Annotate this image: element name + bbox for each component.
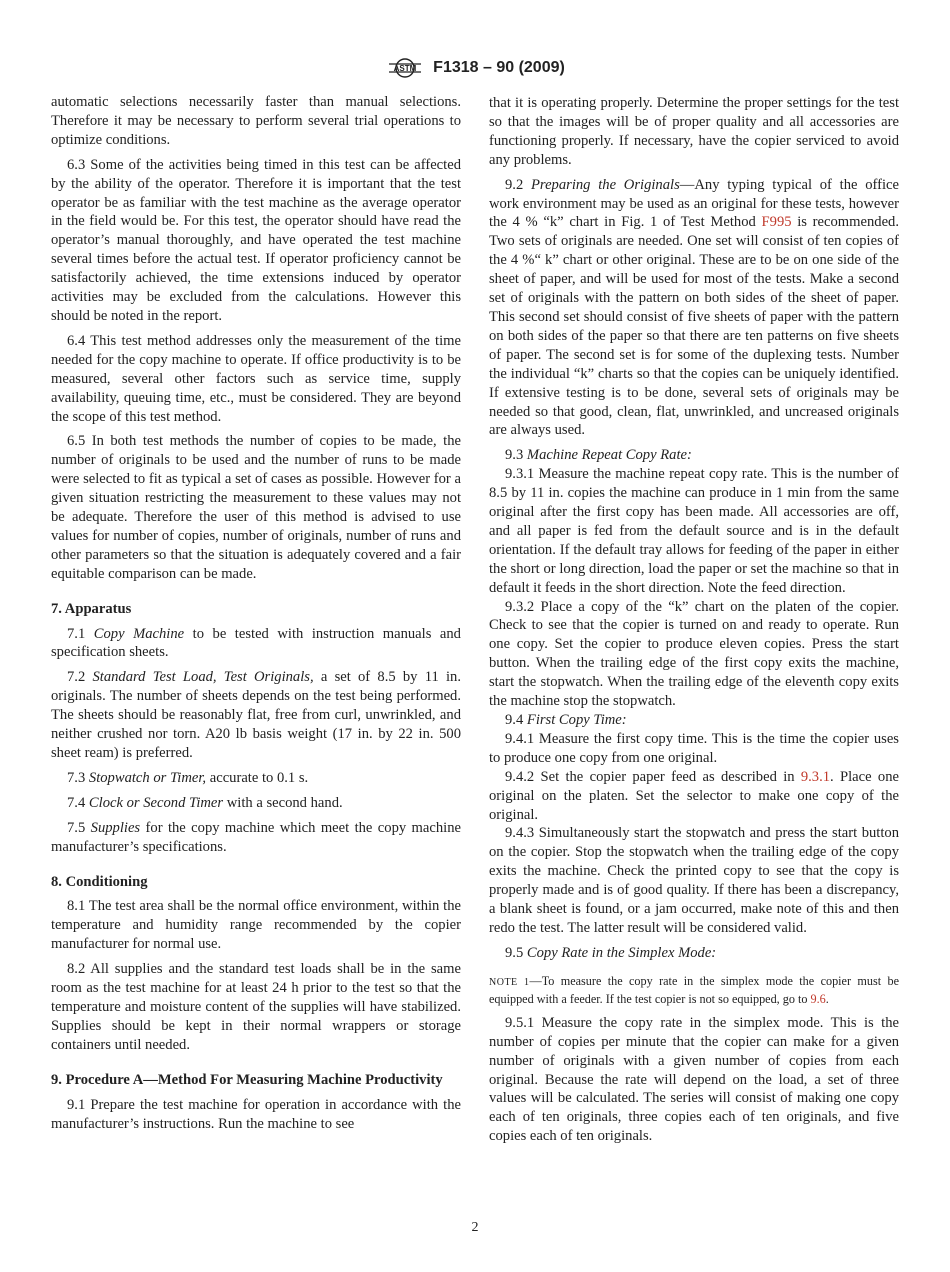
section-8-1: 8.1 The test area shall be the normal office environment, within the temperature and humidity range recommended by the copier manufacturer for normal use. — [51, 898, 461, 953]
link-9-3-1[interactable]: 9.3.1 — [800, 768, 831, 785]
section-9-4-2: 9.4.2 Set the copier paper feed as described in 9.3.1. Place one original on the platen. Set the selector to make one copy of the original. — [489, 768, 899, 823]
paragraph-continuation: that it is operating properly. Determine the proper settings for the test so that the images will be of proper quality and all accessories are functioning properly. If necessary, have the copier serviced to avoid any problems. — [489, 95, 899, 168]
section-7-3: 7.3 Stopwatch or Timer, accurate to 0.1 s. — [67, 769, 309, 786]
heading-conditioning: 8. Conditioning — [51, 873, 148, 890]
paragraph-continuation: automatic selections necessarily faster than manual selections. Therefore it may be necessary to perform several trial operations to optimize conditions. — [51, 94, 461, 148]
section-9-3: 9.3 Machine Repeat Copy Rate: — [505, 447, 692, 464]
section-6-3: 6.3 Some of the activities being timed in this test can be affected by the ability of the operator. Therefore it is important that the test operator be as familiar with the test machine as the average operator in the field would be. For this test, the operator should have read the operator’s manual thoroughly, and have operated the test machine several times before the actual test. If operator proficiency cannot be satisfactorily achieved, the time extensions induced by operator activities may be excluded from the calculations. However this should be noted in the report. — [51, 156, 461, 324]
section-9-4: 9.4 First Copy Time: — [505, 712, 627, 728]
heading-apparatus: 7. Apparatus — [51, 600, 132, 617]
note-1: NOTE 1—To measure the copy rate in the simplex mode the copier must be equipped with a feeder. If the test copier is not so equipped, go to 9.6. — [489, 973, 899, 1006]
link-9-6[interactable]: 9.6 — [810, 991, 826, 1006]
section-7-4: 7.4 Clock or Second Timer with a second hand. — [67, 794, 343, 811]
standard-designation: F1318 – 90 (2009) — [433, 59, 565, 76]
section-7-1: 7.1 Copy Machine to be tested with instruction manuals and specification sheets. — [51, 625, 461, 661]
section-7-5: 7.5 Supplies for the copy machine which meet the copy machine manufacturer’s specifications. — [51, 819, 461, 855]
section-9-2: 9.2 Preparing the Originals—Any typing typical of the office work environment may be used as an original for these tests, however the 4 % “k” chart in Fig. 1 of Test Method F995 is recommended. Two sets of originals are needed. One set will consist of ten copies of the 4 %“ k” chart or other original. These are to be on one side of the sheet of paper, and will be used for most of the tests. Make a second set of originals with the pattern on both sides of the sheet of paper. This second set should consist of five sheets of paper with the pattern on both sides of the paper so that there are ten patterns on five sheets of paper. The second set is for some of the duplexing tests. Number the individual “k” charts so that the copies can be uniquely identified. If extensive testing is to be done, several sets of originals may be needed so that good, clean, flat, unwrinkled, and uncreased originals are always used. — [489, 176, 900, 439]
link-f995[interactable]: F995 — [761, 214, 792, 231]
heading-procedure-a: 9. Procedure A—Method For Measuring Machine Productivity — [51, 1071, 443, 1088]
left-column — [51, 93, 461, 1139]
right-column — [489, 94, 899, 1152]
section-6-5: 6.5 In both test methods the number of copies to be made, the number of originals to be used and the number of runs to be made were selected to fit as typical a set of cases as possible. However for a given situation restricting the measurement to these values may not be adequate. Therefore the user of this method is advised to use values for number of copies, number of originals, number of runs and other parameters so that the situation is adequately covered and a fair equitable comparison can be made. — [51, 433, 461, 582]
section-8-2: 8.2 All supplies and the standard test loads shall be in the same room as the test machine for at least 24 h prior to the test so that the temperature and moisture content of the supplies will have stabilized. Supplies should be kept in their normal wrappers or storage containers until needed. — [51, 961, 461, 1053]
section-9-5-1: 9.5.1 Measure the copy rate in the simplex mode. This is the number of copies per minute that the copier can make for a given number of originals with a given number of copies from each original. Because the rate will depend on the load, a set of three values will be calculated. The series will consist of making one copy each of ten originals, three copies each of ten originals, and five copies each of ten originals. — [489, 1014, 899, 1145]
page-number: 2 — [471, 1220, 479, 1235]
section-9-3-1: 9.3.1 Measure the machine repeat copy rate. This is the number of 8.5 by 11 in. copies the machine can produce in 1 min from the same original after the first copy has been made. All accessories are off, and all paper is fed from the default source and is in the default orientation. If the default tray allows for feeding of the paper in either the short or long direction, load the paper or set the machine so that in default it feeds in the short direction. Note the feed direction. — [489, 466, 899, 596]
svg-text:ASTM: ASTM — [393, 64, 417, 73]
section-6-4: 6.4 This test method addresses only the measurement of the time needed for the copy machine to operate. If office productivity is to be measured, several other factors such as service time, supply availability, queuing time, etc., must be considered. They are beyond the scope of this test method. — [51, 332, 461, 425]
section-9-3-2: 9.3.2 Place a copy of the “k” chart on the platen of the copier. Check to see that the copier is turned on and ready to operate. Run one copy. Set the copier to produce eleven copies. Press the start button. When the trailing edge of the first copy exits the machine, start the stopwatch. When the trailing edge of the eleventh copy exits the machine stop the stopwatch. — [489, 598, 899, 710]
section-7-2: 7.2 Standard Test Load, Test Originals, a set of 8.5 by 11 in. originals. The number of sheets depends on the test being performed. The sheets should be reasonably flat, free from curl, unwrinkled, and neither crushed nor torn. A20 lb basis weight (17 in. by 22 in. 500 sheet ream) is preferred. — [51, 669, 461, 761]
section-9-5: 9.5 Copy Rate in the Simplex Mode: — [505, 944, 717, 961]
section-9-4-1: 9.4.1 Measure the first copy time. This is the time the copier uses to produce one copy from one original. — [489, 730, 899, 766]
section-9-1: 9.1 Prepare the test machine for operation in accordance with the manufacturer’s instructions. Run the machine to see — [51, 1096, 461, 1132]
section-9-4-3: 9.4.3 Simultaneously start the stopwatch and press the start button on the copier. Stop the stopwatch when the trailing edge of the copy exits the machine. Check the printed copy to see that the copy is properly made and is of good quality. If there has been a discrepancy, a blank sheet is found, or a jam occurred, make note of this and then redo the test. The latter result will be considered valid. — [489, 825, 899, 936]
page-header — [0, 58, 950, 80]
astm-logo-icon — [385, 58, 425, 78]
